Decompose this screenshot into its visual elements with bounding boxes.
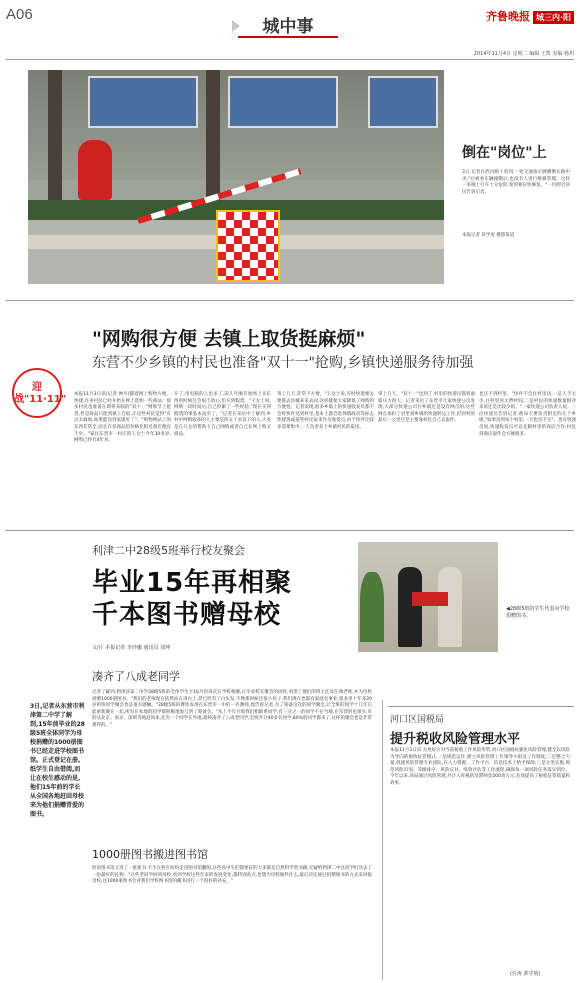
story1-text: 3日,记者在西昌路上看到,一处交通指示牌横倒在路中央,"后被看车辆撞倒后,也没有人进行维修管理。这样一来晚上行车十分危险,希望相应快修复。"一位附近居民告诉记者。 bbox=[462, 170, 570, 195]
section-rule bbox=[6, 530, 574, 531]
story3-byline: 文/片 本报记者 李沙娜 通讯员 刘坤 bbox=[92, 645, 171, 651]
story3-subhead: 凑齐了八成老同学 bbox=[92, 670, 180, 683]
story2-headline: "网购很方便 去镇上取货挺麻烦" bbox=[92, 328, 366, 350]
story3-lead-caption: 3日,记者从东营市利津第二中学了解到,15年前毕业的28级5班全体同学为母校捐赠的1000册图书已经走进学校图书馆。正式登记在册。纸学生自由借阅,而让在校生感动的是,他们15年前的学长从全国各地赶回母校来为他们捐赠青爱的图书。 bbox=[30, 703, 85, 818]
traffic-post-photo bbox=[28, 70, 444, 284]
story1-credit: 本报记者 段学虎 摄影报道 bbox=[462, 233, 515, 238]
column-divider bbox=[382, 700, 383, 980]
story3-headline-line2: 千本图书赠母校 bbox=[92, 600, 282, 630]
double-eleven-badge: 迎战"11·11" bbox=[12, 368, 62, 418]
story3-paragraph: 听说图书馆又进了一批新书,不少在校生纷纷走进图书馆翻阅,这些高中生们都要赶的大多都是自然科学类书籍,无疑给利津二中这同学们送去了一份最好的礼物。"这些老同学回到母校,看到学校这些年来的发展变化,都特别高兴,也想为母校做些什么,最后决定通过捐赠图书的方式来回报母校,这1000册图书会对我们学校图书馆的藏书进行一个很好的补充。" bbox=[92, 866, 372, 885]
issue-meta: 2014年11月4日 星期二 编辑 王凯 美编 杨玥 bbox=[473, 51, 574, 57]
photo-caption: ◀28级5班的学生代表向学校捐赠图书。 bbox=[506, 606, 570, 619]
story3-subhead: 1000册图书搬进图书馆 bbox=[92, 848, 208, 861]
story3-paragraph: 记者了解到,利津县第二中学28级5班的全体学生于10月份再次在学校相聚,在毕业校友聚会的同时,看望了他们的班主任及任课老师,并为母校捐赠1000册图书。"我们的老师现在依然站在讲台上,但已经有了白头发,不像那时候还很小伙子,我们现在也都有家庭有事业,很多里十年多20岁的班同学聚会也是很有感触。"28级5班的曹炜发现在东营市一中的一名教师,他告诉记者,为了筹备这次的同学聚会,让全班的同学十几年后能重新聚在一起,所有在本地的同学都积极地参与到了筹备会。"从上半年开始我们相联系同学,有三分之一的同学不在当地,在东营的也很少,有的从北京、南京、深圳等地赶回来,还有一个同学在外地,最终凑齐了八成老同学,全班共计40多名同学,80%的同学都来了,这样的聚会也是非常难得的。" bbox=[92, 690, 372, 728]
story3-headline-line1: 毕业15年再相聚 bbox=[92, 568, 293, 598]
page-number: A06 bbox=[6, 6, 33, 23]
section-title: 城中事 bbox=[238, 16, 338, 38]
section-rule bbox=[6, 300, 574, 301]
story2-subhead: 东营不少乡镇的村民也准备"双十一"抢购,乡镇快递服务待加强 bbox=[92, 355, 474, 371]
story3-kicker: 利津二中28级5班举行校友聚会 bbox=[92, 544, 245, 557]
header-rule bbox=[6, 59, 574, 60]
story4-credit: (任涛 郭学雨) bbox=[510, 971, 541, 977]
story2-column: 寄上几天,非常不方便。"王女士说,有时快递要去要都去县城来来去回,这样就使大家降低了网购的方便性。记者发现,很多乡镇上的快递收发员都不会将快件送到村里,基本上都会选择镇政府等标志性建筑或某些村民家来作为收货点,由于快件比较多需要集中,一人负责多个乡镇村民的取送。 bbox=[277, 392, 374, 430]
story4-kicker: 河口区国税局 bbox=[390, 715, 445, 725]
brand-tag: 城三内·阳 bbox=[533, 11, 574, 24]
brand-name: 齐鲁晚报 bbox=[485, 10, 530, 23]
book-donation-photo bbox=[358, 542, 498, 652]
box-rule bbox=[388, 706, 574, 707]
story2-column: 开了,用电脑的人也多了,前几年刚开始网上买东西的时候还会很不放心,怕买到假货。"王女士说,网购一段时间后,自己积累了一些经验,"现在买到假货的事基本没有了。"记者在采访中了解到,乡村中网购较多的人主要是四五十岁以下的人,大多是在儿女的帮助下自己网购或者自己在网上购买商品。 bbox=[174, 392, 271, 437]
story4-headline: 提升税收风险管理水平 bbox=[390, 732, 521, 747]
story1-title: 倒在"岗位"上 bbox=[462, 145, 547, 161]
story2-column: 零上几天。"双十一"也到了,村里的快递员都将面临压力很大。记者采访了东营市几家快递公司发现,大部分快递公司在乡镇还是设有网点的,这些网点承担了县里到乡镇的快递转运工作,但到村的最后一公里还是主要靠村民自己去取件。 bbox=[378, 392, 475, 424]
newspaper-brand bbox=[486, 8, 574, 24]
story2-column: 也还不到村里。"快件不会往村里送,一是人手太少,往村里送太费时间,二是村民的快递数量相对来说还是比较少的。"一家快递公司负责人说。一位快递员告诉记者,他每天要负责附近的几个乡镇,"如果送到每个村里,一天也送不完"。也有快递员说,快递收发点可以先跟村里的商店合作,村民到商店取件会方便很多。 bbox=[479, 392, 576, 437]
story2-column: 本报11月3日讯(记者 神川)随着网上购物方便、快捷,许多村民已经开始在网上选购一些商品。很多村民也准备在即将来临的"双十一"网购节上抢货,但是商品只能到镇上自取,让这些村民觉得"有点太麻烦,如果能送到家就好了"。"购物网站上的东西非常全,而且许多商品的价格比附近商店便宜不少。"家住东营市一村庄的王女士今年30多岁,网购已经有4年多。 bbox=[74, 392, 171, 444]
story4-body: 本报11月3日讯 为更好应对当前税收工作风险形势,河口区国税局强化风险管理,健全以风险为导向的税收征管模式,一是规范运作,建立风险管理工作领导小组及工作制度;二是整合力量,组建风险管理专业团队,在人力资源、工作平台、信息技术上给予保障;三是分类实施,规范风险识别、等级排序、风险应对、绩效评估等工作流程,确保每一项风险任务落实到位。今年以来,该局通过风险管理,共计入库税款及滞纳金200余万元,有效提高了税收征管质量和效率。 bbox=[390, 748, 570, 786]
